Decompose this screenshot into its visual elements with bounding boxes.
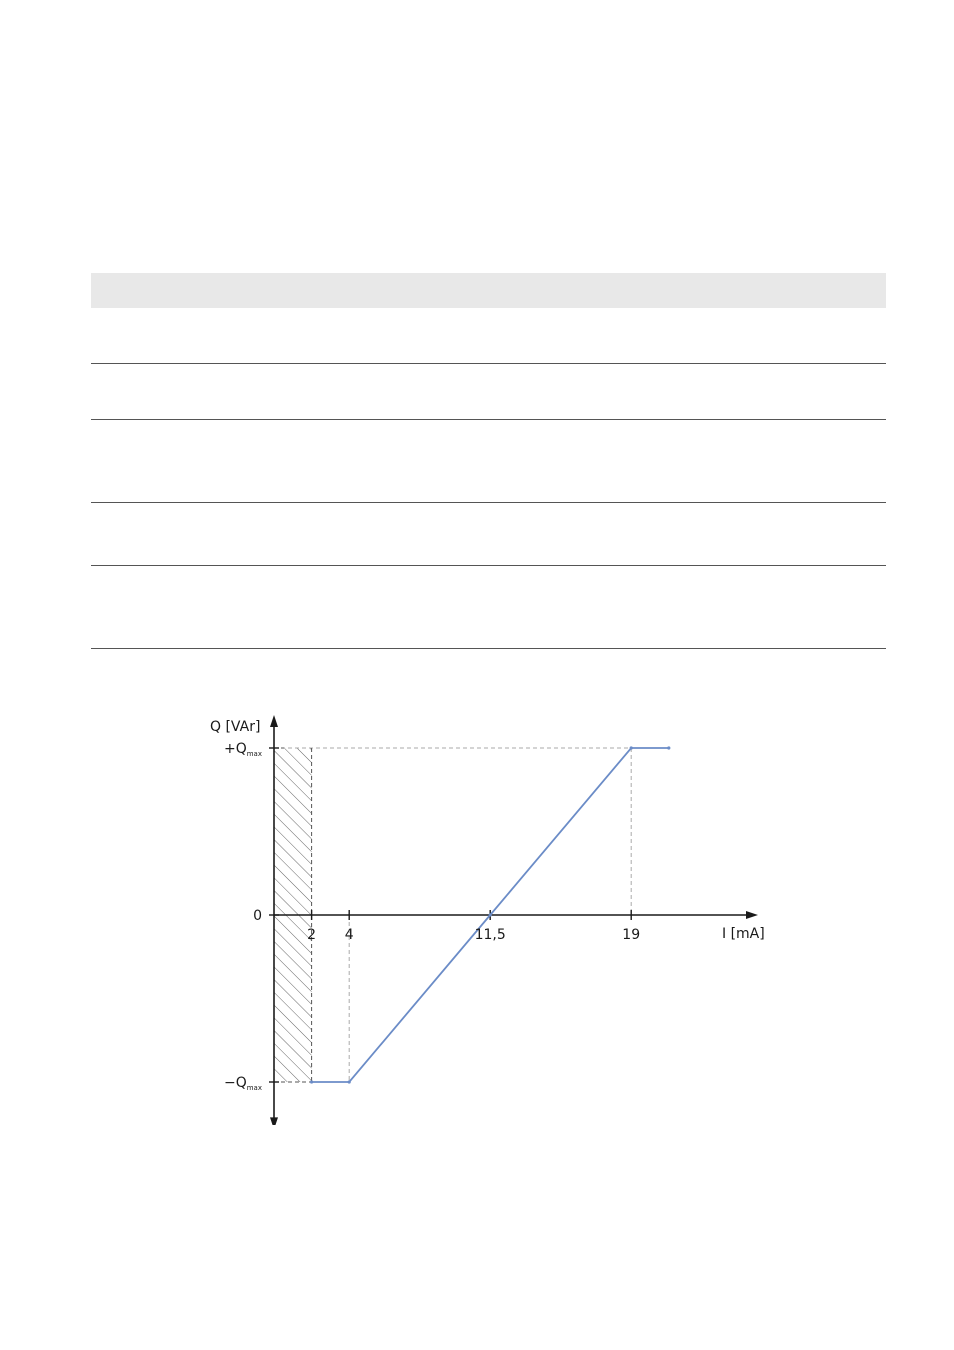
- data-point: [630, 746, 633, 749]
- data-point: [667, 746, 670, 749]
- y-tick-label: 0: [253, 908, 262, 924]
- column-divider: [485, 364, 491, 419]
- y-tick-label: $+Q_{max}$: [223, 741, 262, 758]
- x-tick-label: 19: [622, 927, 641, 943]
- table-header: [91, 273, 886, 308]
- characteristic-curve-chart: [190, 705, 790, 1125]
- y-tick-label: $-Q_{max}$: [223, 1075, 262, 1092]
- y-axis-arrow-up: [270, 715, 278, 727]
- column-divider: [485, 308, 491, 363]
- data-point: [489, 913, 492, 916]
- parameter-table: [91, 273, 886, 649]
- x-tick-label: 4: [344, 927, 354, 943]
- data-point: [310, 1080, 313, 1083]
- table-row: [91, 364, 886, 420]
- x-axis-arrow: [746, 911, 758, 919]
- table-row: [91, 420, 886, 503]
- column-divider: [485, 503, 491, 565]
- table-row: [91, 566, 886, 649]
- y-axis-label: Q [VAr]: [210, 719, 261, 735]
- table-row: [91, 308, 886, 364]
- x-axis-label: I [mA]: [722, 926, 765, 942]
- column-divider: [485, 420, 491, 502]
- data-point: [348, 1080, 351, 1083]
- x-tick-label: 2: [307, 927, 317, 943]
- table-body: [91, 308, 886, 649]
- x-tick-label: 11,5: [474, 927, 506, 943]
- table-row: [91, 503, 886, 566]
- column-divider: [485, 566, 491, 648]
- y-axis-arrow-down: [270, 1117, 278, 1125]
